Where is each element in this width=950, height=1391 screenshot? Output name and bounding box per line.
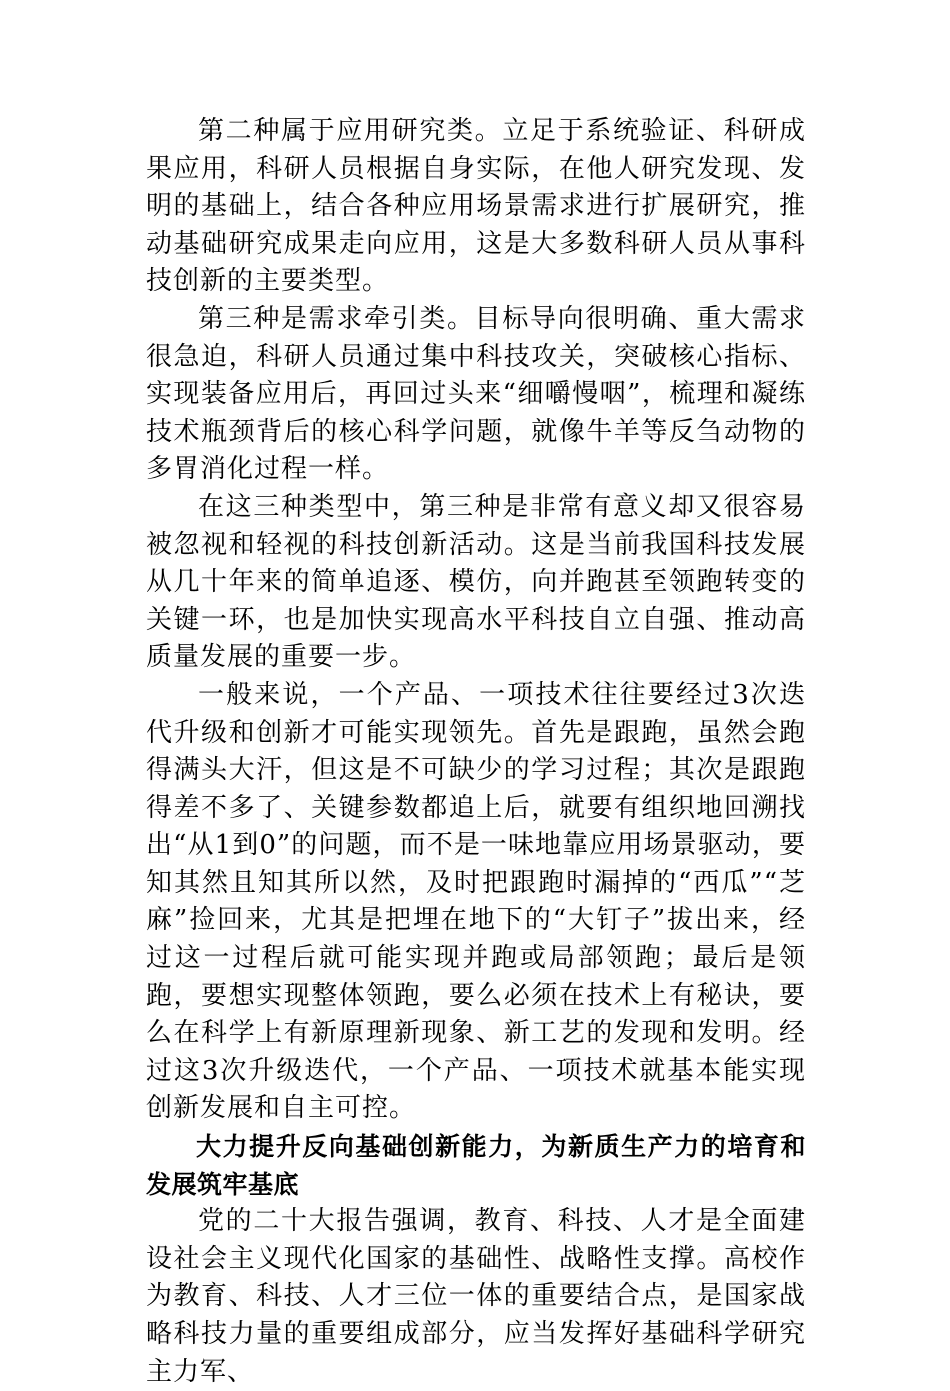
section-heading: 大力提升反向基础创新能力，为新质生产力的培育和发展筑牢基底 bbox=[146, 1132, 806, 1199]
paragraph-applied-research: 第二种属于应用研究类。立足于系统验证、科研成果应用，科研人员根据自身实际，在他人研究发现、发明的基础上，结合各种应用场景需求进行扩展研究，推动基础研究成果走向应用，这是大多数科研人员从事科技创新的主要类型。 bbox=[146, 116, 806, 297]
paragraph-iteration: 一般来说，一个产品、一项技术往往要经过3次迭代升级和创新才可能实现领先。首先是跟跑，虽然会跑得满头大汗，但这是不可缺少的学习过程；其次是跟跑得差不多了、关键参数都追上后，就要有组织地回溯找出“从1到0”的问题，而不是一味地靠应用场景驱动，要知其然且知其所以然，及时把跟跑时漏掉的“西瓜”“芝麻”捡回来，尤其是把埋在地下的“大钉子”拔出来，经过这一过程后就可能实现并跑或局部领跑；最后是领跑，要想实现整体领跑，要么必须在技术上有秘诀，要么在科学上有新原理新现象、新工艺的发现和发明。经过这3次升级迭代，一个产品、一项技术就基本能实现创新发展和自主可控。 bbox=[146, 679, 806, 1124]
paragraph-final: 党的二十大报告强调，教育、科技、人才是全面建设社会主义现代化国家的基础性、战略性支撑。高校作为教育、科技、人才三位一体的重要结合点，是国家战略科技力量的重要组成部分，应当发挥好基础科学研究主力军、 bbox=[146, 1206, 806, 1387]
paragraph-three-types: 在这三种类型中，第三种是非常有意义却又很容易被忽视和轻视的科技创新活动。这是当前我国科技发展从几十年来的简单追逐、模仿，向并跑甚至领跑转变的关键一环，也是加快实现高水平科技自立自强、推动高质量发展的重要一步。 bbox=[146, 491, 806, 673]
paragraph-demand-driven: 第三种是需求牵引类。目标导向很明确、重大需求很急迫，科研人员通过集中科技攻关，突破核心指标、实现装备应用后，再回过头来“细嚼慢咽”，梳理和凝练技术瓶颈背后的核心科学问题，就像牛羊等反刍动物的多胃消化过程一样。 bbox=[146, 303, 806, 485]
document-page bbox=[146, 113, 806, 1391]
